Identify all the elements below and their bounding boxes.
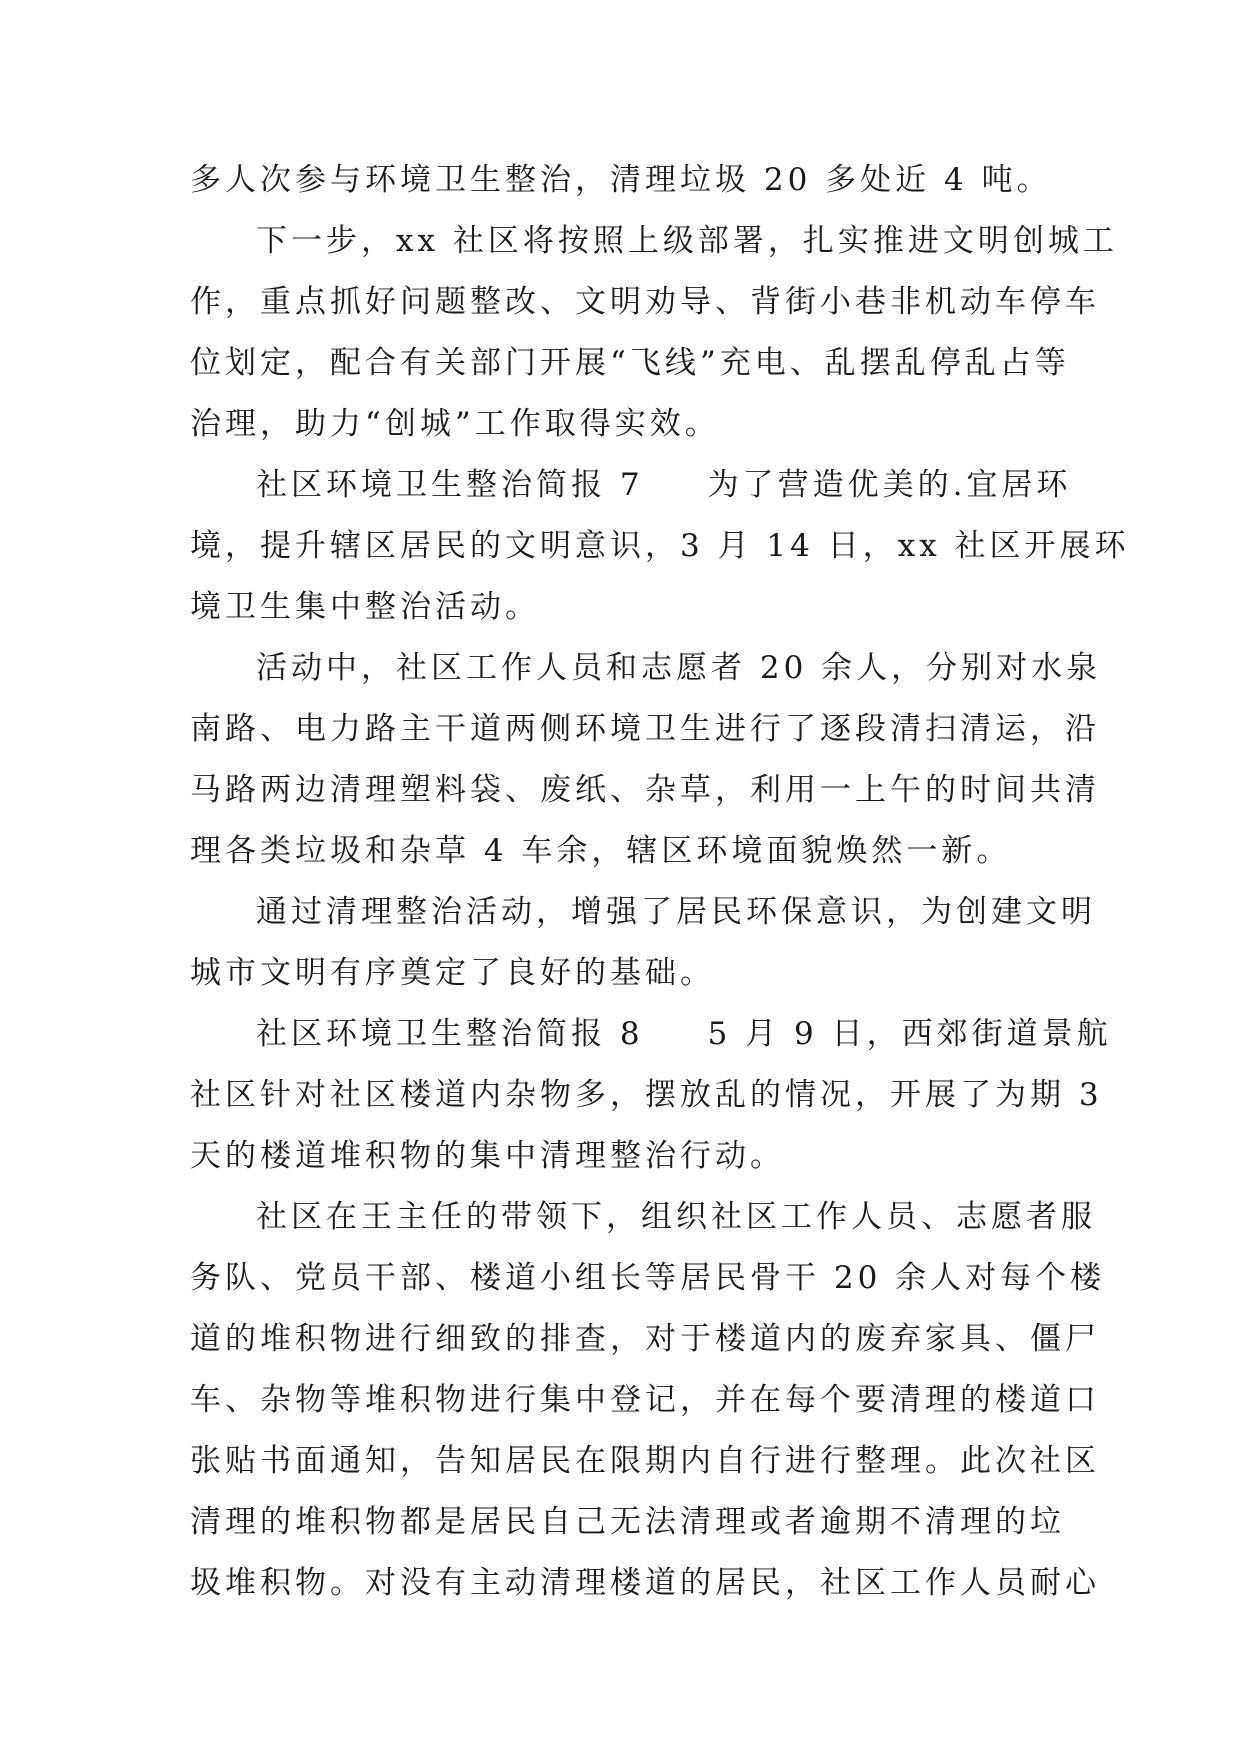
section-heading-line <box>190 455 1072 516</box>
section-lead-text: 5 月 9 日，西郊街道景航 <box>707 1016 1112 1052</box>
paragraph-line: 务队、党员干部、楼道小组长等居民骨干 20 余人对每个楼 <box>190 1260 1106 1296</box>
document-body <box>190 150 1130 1614</box>
paragraph-line: 南路、电力路主干道两侧环境卫生进行了逐段清扫清运，沿 <box>190 711 1100 747</box>
paragraph-line: 圾堆积物。对没有主动清理楼道的居民，社区工作人员耐心 <box>190 1565 1100 1601</box>
paragraph-line: 社区针对社区楼道内杂物多，摆放乱的情况，开展了为期 3 <box>190 1077 1103 1113</box>
paragraph-line: 社区在王主任的带领下，组织社区工作人员、志愿者服 <box>256 1199 1096 1235</box>
section-heading: 社区环境卫生整治简报 8 <box>256 1016 644 1052</box>
paragraph-line: 境卫生集中整治活动。 <box>190 589 540 625</box>
paragraph-line: 清理的堆积物都是居民自己无法清理或者逾期不清理的垃 <box>190 1504 1065 1540</box>
paragraph-line: 境，提升辖区居民的文明意识，3 月 14 日，xx 社区开展环 <box>190 528 1130 564</box>
paragraph-line: 治理，助力“创城”工作取得实效。 <box>190 406 720 442</box>
section-heading: 社区环境卫生整治简报 7 <box>256 467 644 503</box>
paragraph-line: 张贴书面通知，告知居民在限期内自行进行整理。此次社区 <box>190 1443 1100 1479</box>
paragraph-line: 通过清理整治活动，增强了居民环保意识，为创建文明 <box>256 894 1096 930</box>
paragraph-line: 理各类垃圾和杂草 4 车余，辖区环境面貌焕然一新。 <box>190 833 1012 869</box>
paragraph-line: 城市文明有序奠定了良好的基础。 <box>190 955 715 991</box>
paragraph-line: 位划定，配合有关部门开展“飞线”充电、乱摆乱停乱占等 <box>190 345 1070 381</box>
section-lead-text: 为了营造优美的.宜居环 <box>707 467 1072 503</box>
paragraph-line: 活动中，社区工作人员和志愿者 20 余人，分别对水泉 <box>256 650 1102 686</box>
section-heading-line <box>190 1004 1112 1065</box>
paragraph-line: 道的堆积物进行细致的排查，对于楼道内的废弃家具、僵尸 <box>190 1321 1100 1357</box>
paragraph-line: 下一步，xx 社区将按照上级部署，扎实推进文明创城工 <box>256 223 1118 259</box>
paragraph-line: 天的楼道堆积物的集中清理整治行动。 <box>190 1138 785 1174</box>
paragraph-line: 车、杂物等堆积物进行集中登记，并在每个要清理的楼道口 <box>190 1382 1100 1418</box>
paragraph-line: 马路两边清理塑料袋、废纸、杂草，利用一上午的时间共清 <box>190 772 1100 808</box>
paragraph-line: 作，重点抓好问题整改、文明劝导、背街小巷非机动车停车 <box>190 284 1100 320</box>
paragraph-line: 多人次参与环境卫生整治，清理垃圾 20 多处近 4 吨。 <box>190 162 1052 198</box>
